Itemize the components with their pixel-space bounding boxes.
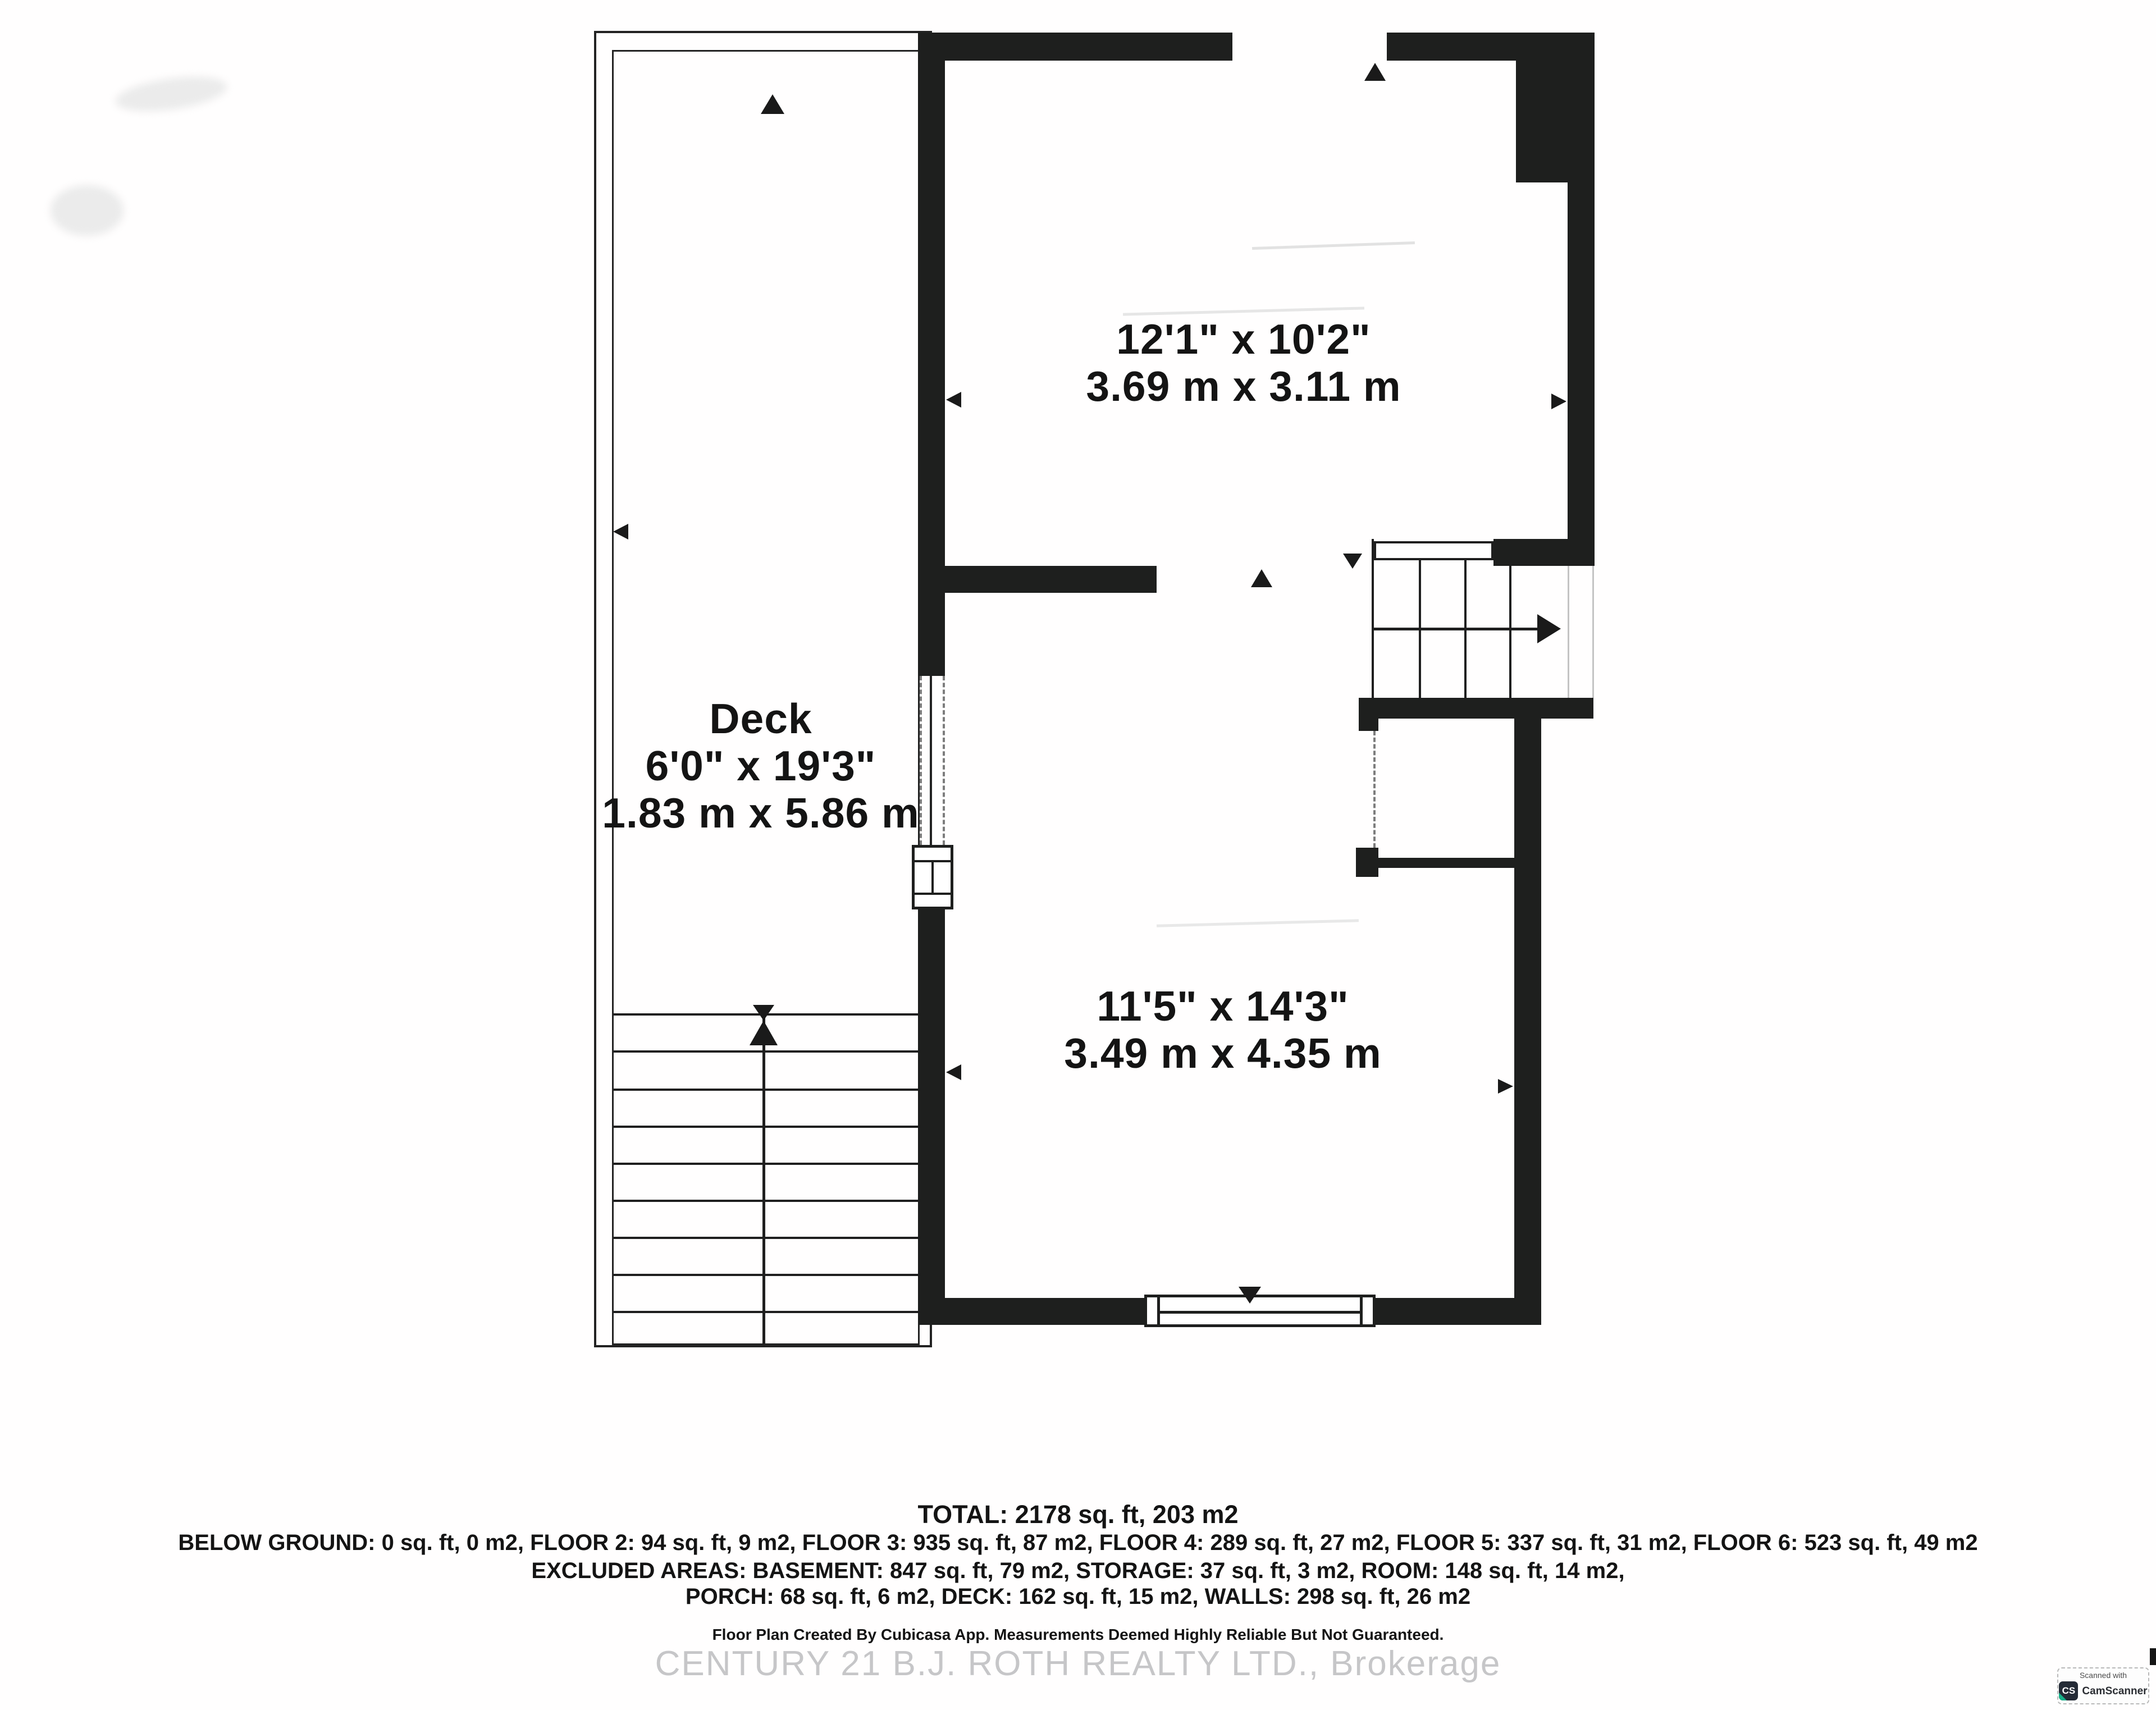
- wall-right-lower: [1514, 719, 1541, 1325]
- dashed-opening: [920, 676, 922, 845]
- marker-up-icon: [1251, 569, 1272, 587]
- wall-above-stairs: [1493, 539, 1568, 566]
- bottom-room-dims-metric: 3.49 m x 4.35 m: [1064, 1030, 1382, 1077]
- scan-smudge: [51, 185, 124, 236]
- wall-left-lower: [918, 908, 945, 1325]
- wall-corner-block: [1516, 33, 1595, 182]
- stairs-up-arrow-icon: [750, 1021, 778, 1045]
- marker-left-icon: [946, 1064, 961, 1080]
- dashed-opening: [1373, 731, 1376, 848]
- wall-below-stairs: [1359, 698, 1593, 719]
- marker-down-icon: [1239, 1287, 1261, 1304]
- marker-up-icon: [761, 94, 784, 114]
- marker-right-icon: [1551, 394, 1566, 409]
- scan-streak: [1252, 241, 1415, 250]
- scan-streak: [1157, 919, 1359, 927]
- wall-right-upper: [1568, 182, 1595, 566]
- wall-top-segment1: [918, 33, 1232, 61]
- wall-storage-corner: [1356, 848, 1378, 877]
- stair-tread: [614, 1311, 919, 1313]
- window-line: [931, 860, 934, 895]
- disclaimer-line: Floor Plan Created By Cubicasa App. Measurements Deemed Highly Reliable But Not Guaranteed.: [712, 1626, 1444, 1643]
- scan-streak: [1123, 307, 1364, 316]
- marker-down-icon: [1343, 554, 1362, 569]
- stair-arrow-right-icon: [1537, 614, 1561, 643]
- stair-landing: [1374, 541, 1493, 560]
- total-line: TOTAL: 2178 sq. ft, 203 m2: [917, 1500, 1239, 1529]
- excluded-line2: PORCH: 68 sq. ft, 6 m2, DECK: 162 sq. ft, 15 m2, WALLS: 298 sq. ft, 26 m2: [685, 1584, 1471, 1609]
- wall-left-upper: [918, 33, 945, 676]
- wall-storage-thin: [1378, 858, 1514, 868]
- brokerage-watermark: CENTURY 21 B.J. ROTH REALTY LTD., Brokerage: [655, 1644, 1501, 1683]
- wall-top-segment2: [1387, 33, 1519, 61]
- stairs-up-arrow-icon: [753, 1005, 774, 1021]
- stair-tread: [614, 1237, 919, 1239]
- bottom-room-dims-imperial: 11'5" x 14'3": [1097, 982, 1349, 1030]
- marker-left-icon: [946, 392, 961, 408]
- floors-line: BELOW GROUND: 0 sq. ft, 0 m2, FLOOR 2: 94 sq. ft, 9 m2, FLOOR 3: 935 sq. ft, 87 m2, FLOOR 4: 289 sq. ft, 27 m2, FLOOR 5: 337 sq. ft, 31 m2, FLOOR 6: 523 sq. ft, 49 m2: [178, 1530, 1978, 1555]
- window-line: [1157, 1311, 1363, 1314]
- top-room-dims-metric: 3.69 m x 3.11 m: [1086, 363, 1401, 410]
- excluded-line: EXCLUDED AREAS: BASEMENT: 847 sq. ft, 79 m2, STORAGE: 37 sq. ft, 3 m2, ROOM: 148 sq. ft, 14 m2,: [531, 1558, 1625, 1583]
- scan-smudge: [113, 71, 229, 117]
- stair-arrow-line: [1372, 628, 1537, 630]
- deck-dims-imperial: 6'0" x 19'3": [645, 742, 876, 789]
- marker-left-icon: [613, 524, 628, 539]
- top-room-label: [1075, 316, 1412, 410]
- scanned-with-text: Scanned with: [2079, 1671, 2127, 1680]
- stair-tread: [614, 1050, 919, 1053]
- camscanner-cs-icon: [2059, 1681, 2078, 1700]
- marker-up-icon: [1364, 63, 1386, 81]
- stair-run-line: [762, 1013, 765, 1345]
- deck-name: Deck: [709, 695, 812, 742]
- wall-interior: [945, 566, 1157, 593]
- wall-gap-line: [1568, 566, 1569, 698]
- bottom-room-label: [1054, 982, 1391, 1077]
- camscanner-badge: [2057, 1667, 2149, 1704]
- wall-gap-line: [1592, 566, 1594, 698]
- stair-edge: [1372, 539, 1374, 698]
- stair-tread: [614, 1200, 919, 1202]
- window-symbol-left: [912, 845, 953, 909]
- cs-icon-text: CS: [2062, 1685, 2076, 1696]
- stair-tread: [614, 1163, 919, 1165]
- stair-tread: [614, 1089, 919, 1091]
- stair-tread: [614, 1126, 919, 1128]
- top-room-dims-imperial: 12'1" x 10'2": [1116, 316, 1371, 363]
- camscanner-text: CamScanner: [2082, 1685, 2148, 1697]
- dashed-opening: [943, 676, 945, 845]
- stair-tread: [614, 1274, 919, 1276]
- deck-label: [595, 695, 926, 836]
- marker-right-icon: [1498, 1079, 1513, 1094]
- deck-dims-metric: 1.83 m x 5.86 m: [602, 789, 920, 836]
- wall-step: [1359, 719, 1378, 731]
